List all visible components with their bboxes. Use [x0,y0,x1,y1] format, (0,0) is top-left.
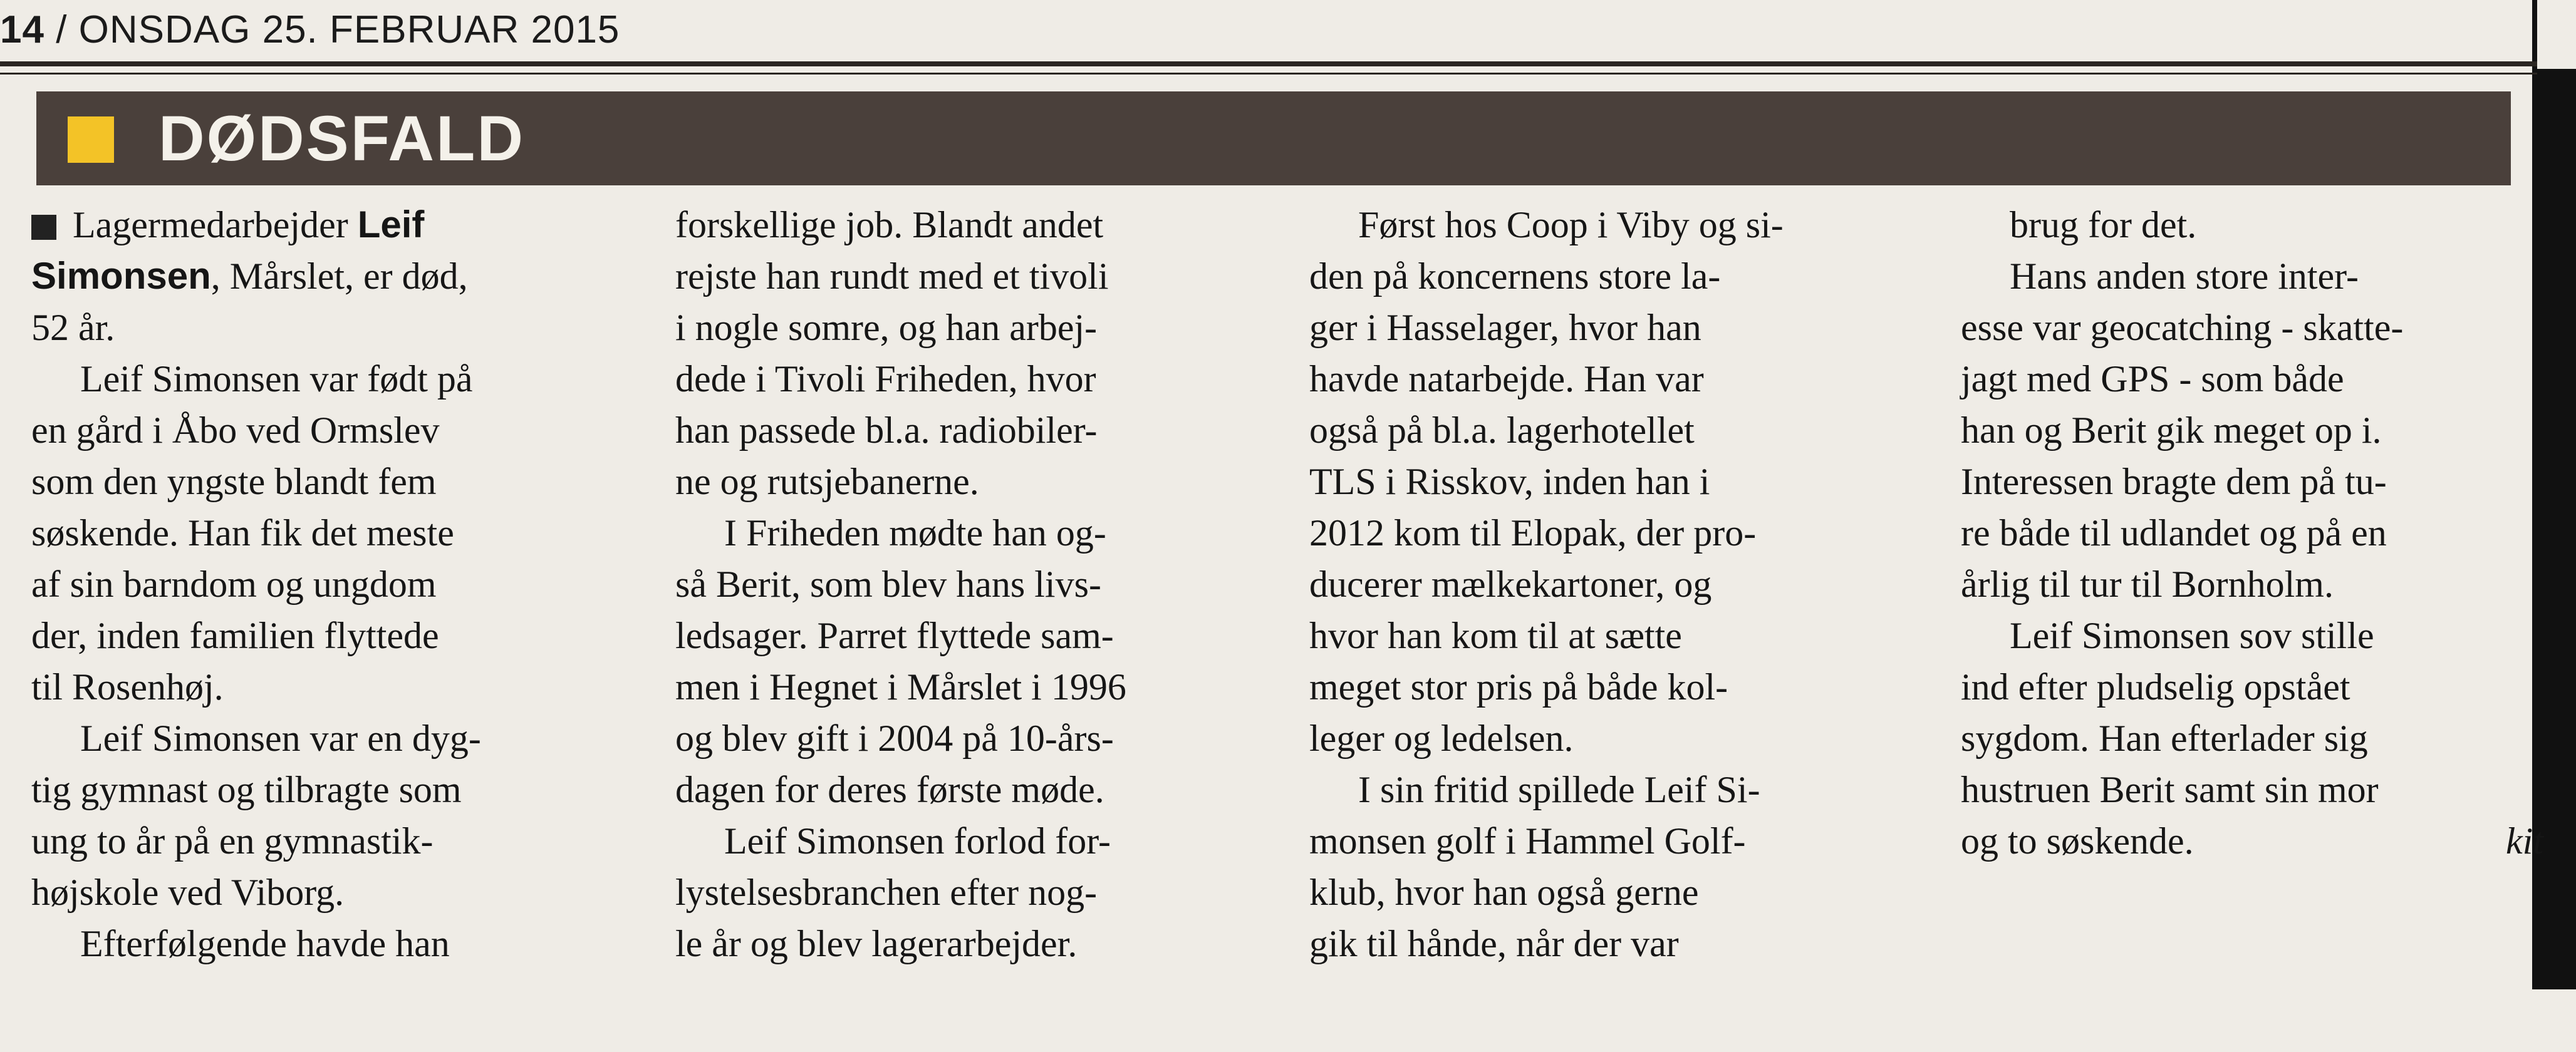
article-line: dede i Tivoli Friheden, hvor [675,358,1096,400]
article-line: jagt med GPS - som både [1961,358,2344,400]
article-line: 52 år. [31,307,115,348]
header-rule-thin [0,73,2537,75]
article-line: ind efter pludselig opstået [1961,666,2350,708]
section-title: DØDSFALD [158,103,525,174]
article-line: Leif Simonsen sov stille [2010,615,2374,656]
article-line: men i Hegnet i Mårslet i 1996 [675,666,1126,708]
article-line: re både til udlandet og på en [1961,512,2387,554]
page-header [0,8,689,58]
article-line: dagen for deres første møde. [675,769,1104,810]
article-line: til Rosenhøj. [31,666,224,708]
article-line: årlig til tur til Bornholm. [1961,564,2334,605]
article-line: 2012 kom til Elopak, der pro- [1309,512,1757,554]
article-line: ung to år på en gymnastik- [31,820,434,862]
article-line: Interessen bragte dem på tu- [1961,461,2387,502]
deceased-surname: Simonsen [31,255,211,297]
bullet-square-icon [31,215,56,240]
deceased-name: Leif [357,204,425,245]
article-line: TLS i Risskov, inden han i [1309,461,1710,502]
article-line: le år og blev lagerarbejder. [675,923,1078,964]
article-line: havde natarbejde. Han var [1309,358,1704,400]
section-banner [36,91,2511,185]
article-line: Leif Simonsen var født på [80,358,473,400]
article-line: så Berit, som blev hans livs- [675,564,1101,605]
article-column-2 [675,199,1302,1051]
article-line: en gård i Åbo ved Ormslev [31,410,440,451]
article-line: ne og rutsjebanerne. [675,461,979,502]
article-line: rejste han rundt med et tivoli [675,255,1109,297]
article-line: og to søskende. kit [1961,815,2543,867]
article-line: Hans anden store inter- [2010,255,2359,297]
article-line: Simonsen, Mårslet, er død, [31,255,468,297]
article-line: gik til hånde, når der var [1309,923,1679,964]
article-line: tig gymnast og tilbragte som [31,769,462,810]
article-line: klub, hvor han også gerne [1309,872,1699,913]
article-line: han passede bl.a. radiobiler- [675,410,1098,451]
article-column-4 [1961,199,2576,1051]
article-line: han og Berit gik meget op i. [1961,410,2382,451]
article-line: Leif Simonsen forlod for- [724,820,1111,862]
scan-margin [2537,0,2576,69]
article-line: forskellige job. Blandt andet [675,204,1104,245]
article-line: og blev gift i 2004 på 10-års- [675,718,1114,759]
article-line: ducerer mælkekartoner, og [1309,564,1712,605]
article-line: i nogle somre, og han arbej- [675,307,1098,348]
article-line: monsen golf i Hammel Golf- [1309,820,1746,862]
article-line: Leif Simonsen var en dyg- [80,718,481,759]
article-line: brug for det. [2010,204,2197,245]
article-line: søskende. Han fik det meste [31,512,454,554]
article-line: også på bl.a. lagerhotellet [1309,410,1695,451]
article-line: som den yngste blandt fem [31,461,437,502]
page-number: 14 [0,8,44,51]
article-line: ger i Hasselager, hvor han [1309,307,1701,348]
article-column-1 [31,199,658,1051]
article-line: sygdom. Han efterlader sig [1961,718,2368,759]
article-line: Efterfølgende havde han [80,923,450,964]
article-line: der, inden familien flyttede [31,615,439,656]
article-line: meget stor pris på både kol- [1309,666,1728,708]
article-line: Lagermedarbejder Leif [31,199,658,250]
article-line: den på koncernens store la- [1309,255,1721,297]
article-line: esse var geocatching - skatte- [1961,307,2404,348]
article-line: leger og ledelsen. [1309,718,1574,759]
article-line: I Friheden mødte han og- [724,512,1106,554]
page-date: / ONSDAG 25. FEBRUAR 2015 [56,8,620,51]
author-signature: kit [2506,820,2543,862]
article-line: højskole ved Viborg. [31,872,345,913]
article-line: lystelsesbranchen efter nog- [675,872,1098,913]
article-line: hvor han kom til at sætte [1309,615,1682,656]
article-line: I sin fritid spillede Leif Si- [1358,769,1760,810]
article-line: Først hos Coop i Viby og si- [1358,204,1784,245]
article-line: ledsager. Parret flyttede sam- [675,615,1114,656]
article-column-3 [1309,199,1936,1051]
article-line: af sin barndom og ungdom [31,564,437,605]
article-line: hustruen Berit samt sin mor [1961,769,2379,810]
header-rule [0,61,2537,66]
section-square-icon [68,116,114,163]
